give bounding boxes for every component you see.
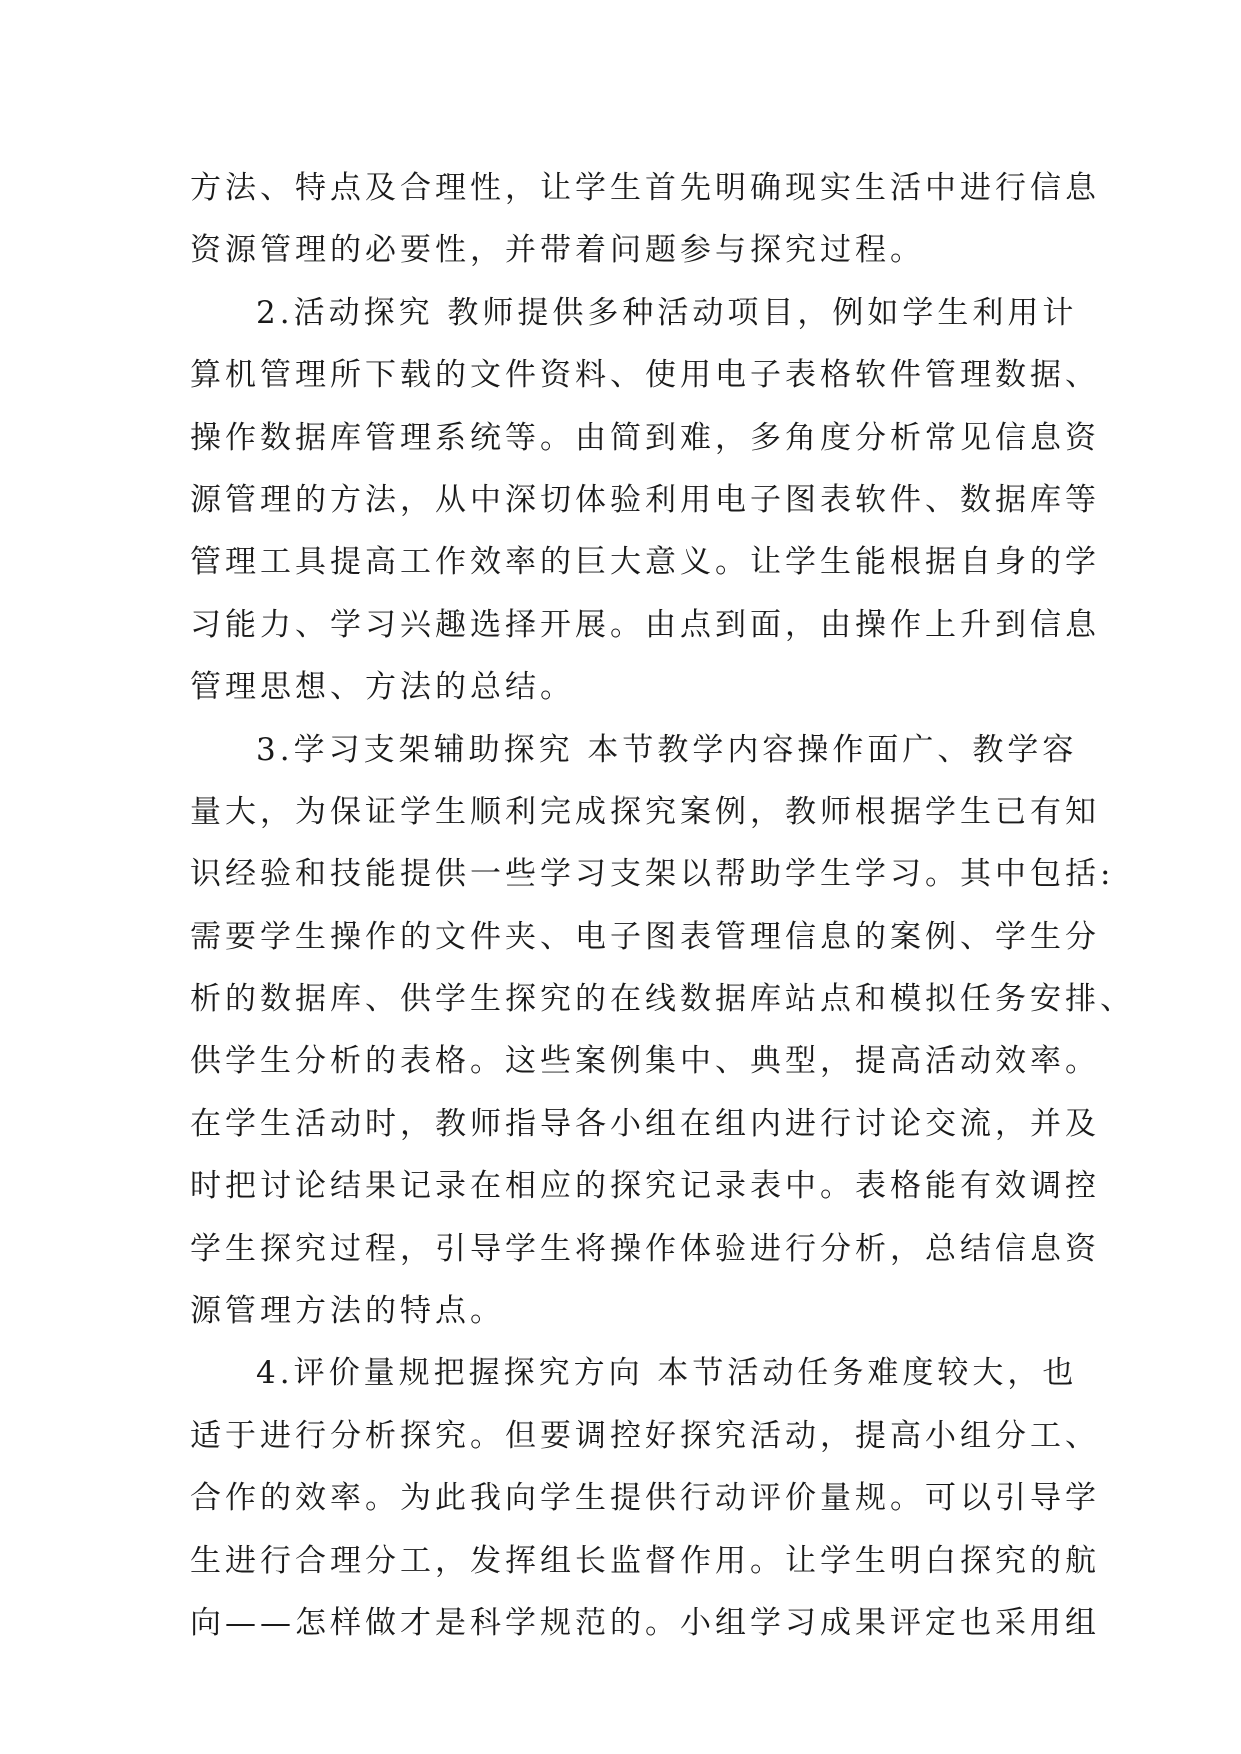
text-line: 在学生活动时，教师指导各小组在组内进行讨论交流，并及 xyxy=(190,1105,1100,1142)
text-line: 析的数据库、供学生探究的在线数据库站点和模拟任务安排、 xyxy=(190,981,1135,1018)
paragraph-heading-line: 4.评价量规把握探究方向 本节活动任务难度较大，也 xyxy=(256,1355,1078,1392)
text-line: 管理工具提高工作效率的巨大意义。让学生能根据自身的学 xyxy=(190,544,1100,581)
text-line: 资源管理的必要性，并带着问题参与探究过程。 xyxy=(190,232,925,269)
text-line: 识经验和技能提供一些学习支架以帮助学生学习。其中包括: xyxy=(190,856,1115,893)
paragraph-heading-line: 2.活动探究 教师提供多种活动项目，例如学生利用计 xyxy=(256,294,1078,331)
text-line: 学生探究过程，引导学生将操作体验进行分析，总结信息资 xyxy=(190,1230,1100,1267)
text-line: 生进行合理分工，发挥组长监督作用。让学生明白探究的航 xyxy=(190,1542,1100,1579)
text-line: 方法、特点及合理性，让学生首先明确现实生活中进行信息 xyxy=(190,170,1100,206)
text-line: 时把讨论结果记录在相应的探究记录表中。表格能有效调控 xyxy=(190,1168,1100,1205)
text-line: 合作的效率。为此我向学生提供行动评价量规。可以引导学 xyxy=(190,1480,1100,1517)
paragraph-heading-line: 3.学习支架辅助探究 本节教学内容操作面广、教学容 xyxy=(256,731,1078,768)
text-line: 习能力、学习兴趣选择开展。由点到面，由操作上升到信息 xyxy=(190,606,1100,643)
text-line: 管理思想、方法的总结。 xyxy=(190,669,575,706)
text-line: 量大，为保证学生顺利完成探究案例，教师根据学生已有知 xyxy=(190,793,1100,830)
text-line: 向——怎样做才是科学规范的。小组学习成果评定也采用组 xyxy=(190,1604,1100,1641)
text-line: 源管理的方法，从中深切体验利用电子图表软件、数据库等 xyxy=(190,481,1100,518)
text-line: 算机管理所下载的文件资料、使用电子表格软件管理数据、 xyxy=(190,357,1100,394)
body-text xyxy=(190,157,1135,1654)
text-line: 适于进行分析探究。但要调控好探究活动，提高小组分工、 xyxy=(190,1417,1100,1454)
text-line: 供学生分析的表格。这些案例集中、典型，提高活动效率。 xyxy=(190,1043,1100,1080)
text-line: 源管理方法的特点。 xyxy=(190,1293,505,1330)
text-line: 需要学生操作的文件夹、电子图表管理信息的案例、学生分 xyxy=(190,918,1100,955)
text-line: 操作数据库管理系统等。由简到难，多角度分析常见信息资 xyxy=(190,419,1100,456)
